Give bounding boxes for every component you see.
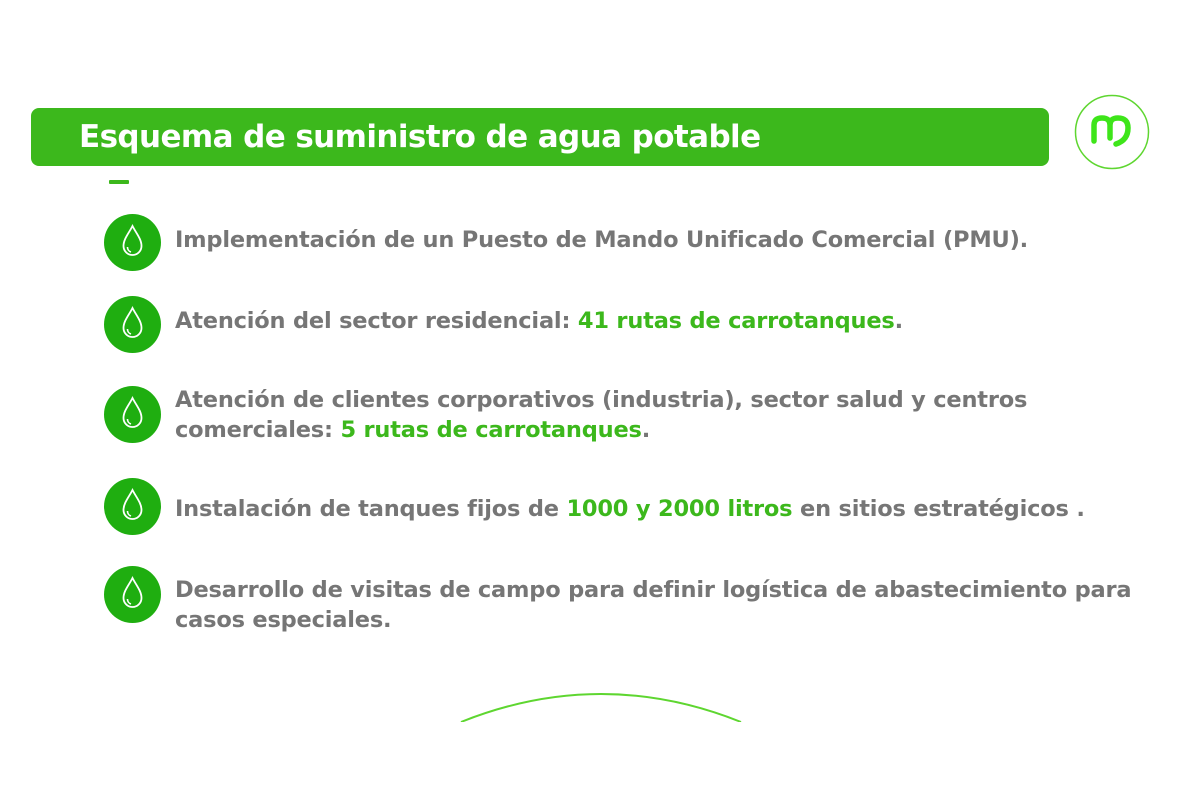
water-drop-icon xyxy=(104,386,161,443)
water-drop-icon xyxy=(104,296,161,353)
title-banner xyxy=(31,108,1049,166)
list-item-text xyxy=(175,385,1135,445)
water-drop-icon xyxy=(104,478,161,535)
text-part: . xyxy=(641,417,651,443)
title-underline-accent xyxy=(109,180,129,184)
list-item-text xyxy=(175,306,1135,336)
text-part: en sitios estratégicos . xyxy=(792,496,1085,522)
text-part: . xyxy=(894,308,903,334)
highlight-text: 41 rutas de carrotanques xyxy=(577,308,895,334)
highlight-text: 1000 y 2000 litros xyxy=(566,496,793,522)
list-item-text xyxy=(175,575,1135,635)
text-part: Atención del sector residencial: xyxy=(175,308,578,334)
highlight-text: 5 rutas de carrotanques xyxy=(340,417,642,443)
text-part: Instalación de tanques fijos de xyxy=(175,496,567,522)
list-item-text xyxy=(175,494,1135,524)
water-drop-icon xyxy=(104,566,161,623)
text-part: Atención de clientes corporativos (industria), sector salud y centros comerciales: xyxy=(175,387,1028,443)
text-part: Implementación de un Puesto de Mando Unificado Comercial (PMU). xyxy=(175,227,1029,253)
list-item-text xyxy=(175,225,1135,255)
m-logo-icon xyxy=(1074,94,1150,170)
water-drop-icon xyxy=(104,214,161,271)
page-title: Esquema de suministro de agua potable xyxy=(79,119,761,155)
decorative-arc xyxy=(455,682,747,722)
text-part: Desarrollo de visitas de campo para definir logística de abastecimiento para casos especiales. xyxy=(175,577,1132,633)
